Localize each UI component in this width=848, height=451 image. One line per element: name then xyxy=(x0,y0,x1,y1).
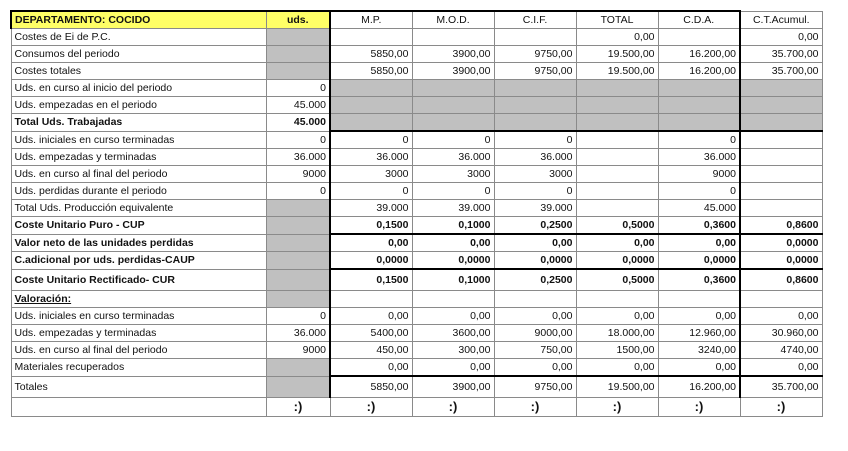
cell-uds[interactable] xyxy=(266,200,330,217)
cell-uds[interactable]: 36.000 xyxy=(266,325,330,342)
cell-cta[interactable] xyxy=(740,200,822,217)
cell-cif[interactable]: 0,2500 xyxy=(494,269,576,291)
row-label-cell[interactable]: Costes totales xyxy=(11,63,266,80)
cell-cta[interactable] xyxy=(740,291,822,308)
cell-mod[interactable]: 0,1000 xyxy=(412,269,494,291)
cell-cta[interactable] xyxy=(740,183,822,200)
cell-cta[interactable]: 0,00 xyxy=(740,29,822,46)
row-label-cell[interactable]: Uds. iniciales en curso terminadas xyxy=(11,131,266,149)
cell-mod[interactable]: 0,00 xyxy=(412,308,494,325)
cell-uds[interactable]: 45.000 xyxy=(266,97,330,114)
cell-cif[interactable] xyxy=(494,29,576,46)
cell-cta[interactable]: 0,0000 xyxy=(740,234,822,252)
column-header-mod[interactable]: M.O.D. xyxy=(412,11,494,29)
cell-uds[interactable]: 0 xyxy=(266,308,330,325)
row-label-cell[interactable]: Uds. iniciales en curso terminadas xyxy=(11,308,266,325)
column-header-cda[interactable]: C.D.A. xyxy=(658,11,740,29)
cell-cda[interactable]: 0,3600 xyxy=(658,217,740,235)
cell-cif[interactable]: 0,00 xyxy=(494,308,576,325)
table-row xyxy=(11,149,822,166)
cell-total[interactable]: 0,5000 xyxy=(576,217,658,235)
table-row xyxy=(11,234,822,252)
cell-mod[interactable]: 0 xyxy=(412,183,494,200)
cell-cda[interactable]: 3240,00 xyxy=(658,342,740,359)
footer-empty-cell[interactable] xyxy=(11,398,266,417)
cell-cda[interactable]: 0,00 xyxy=(658,359,740,377)
cell-cda[interactable]: 0 xyxy=(658,131,740,149)
table-row xyxy=(11,131,822,149)
cell-cta[interactable]: 35.700,00 xyxy=(740,63,822,80)
cell-mod[interactable]: 39.000 xyxy=(412,200,494,217)
cell-total[interactable] xyxy=(576,166,658,183)
cell-cif[interactable]: 0,2500 xyxy=(494,217,576,235)
cell-total[interactable] xyxy=(576,97,658,114)
cell-cda[interactable] xyxy=(658,114,740,132)
header-row xyxy=(11,11,822,29)
column-header-cta[interactable]: C.T.Acumul. xyxy=(740,11,822,29)
cell-cif[interactable]: 0 xyxy=(494,183,576,200)
cell-mp[interactable]: 0,00 xyxy=(330,359,412,377)
cell-mp[interactable]: 0 xyxy=(330,131,412,149)
cell-total[interactable] xyxy=(576,291,658,308)
cell-uds[interactable] xyxy=(266,269,330,291)
row-label-cell[interactable]: Coste Unitario Puro - CUP xyxy=(11,217,266,235)
cell-total[interactable]: 19.500,00 xyxy=(576,46,658,63)
cell-cta[interactable] xyxy=(740,80,822,97)
cell-cif[interactable] xyxy=(494,97,576,114)
cell-cif[interactable]: 3000 xyxy=(494,166,576,183)
table-row xyxy=(11,342,822,359)
cell-cta[interactable] xyxy=(740,149,822,166)
cell-mp[interactable]: 0,00 xyxy=(330,308,412,325)
cell-total[interactable] xyxy=(576,80,658,97)
cell-cif[interactable]: 36.000 xyxy=(494,149,576,166)
cell-mp[interactable] xyxy=(330,97,412,114)
cell-mod[interactable]: 0,0000 xyxy=(412,252,494,270)
smiley-cell-mod[interactable]: :) xyxy=(412,398,494,417)
cell-mod[interactable]: 0,00 xyxy=(412,359,494,377)
cell-mod[interactable]: 3900,00 xyxy=(412,376,494,398)
cell-total[interactable] xyxy=(576,131,658,149)
table-row xyxy=(11,252,822,270)
cell-cta[interactable]: 4740,00 xyxy=(740,342,822,359)
smiley-cell-total[interactable]: :) xyxy=(576,398,658,417)
cell-cif[interactable] xyxy=(494,114,576,132)
cell-total[interactable]: 18.000,00 xyxy=(576,325,658,342)
smiley-cell-cif[interactable]: :) xyxy=(494,398,576,417)
cell-mod[interactable]: 36.000 xyxy=(412,149,494,166)
row-label-cell[interactable]: Uds. perdidas durante el periodo xyxy=(11,183,266,200)
cell-cif[interactable]: 9750,00 xyxy=(494,46,576,63)
cell-mp[interactable] xyxy=(330,80,412,97)
cell-cif[interactable]: 9750,00 xyxy=(494,376,576,398)
cell-cif[interactable] xyxy=(494,291,576,308)
valoracion-heading: Valoración: xyxy=(14,293,72,305)
cell-total[interactable]: 0,00 xyxy=(576,29,658,46)
cell-cda[interactable]: 36.000 xyxy=(658,149,740,166)
smiley-cell-uds[interactable]: :) xyxy=(266,398,330,417)
cell-total[interactable] xyxy=(576,114,658,132)
cell-cda[interactable]: 0,00 xyxy=(658,308,740,325)
cost-sheet-table xyxy=(10,10,823,417)
cell-mp[interactable]: 5850,00 xyxy=(330,376,412,398)
row-label-cell[interactable]: Costes de Ei de P.C. xyxy=(11,29,266,46)
row-label-cell[interactable]: Uds. empezadas y terminadas xyxy=(11,325,266,342)
cell-cta[interactable]: 0,0000 xyxy=(740,252,822,270)
column-header-mp[interactable]: M.P. xyxy=(330,11,412,29)
cell-cda[interactable]: 12.960,00 xyxy=(658,325,740,342)
cell-cta[interactable] xyxy=(740,131,822,149)
cell-mod[interactable] xyxy=(412,291,494,308)
cell-mod[interactable]: 0 xyxy=(412,131,494,149)
row-label-cell[interactable]: Uds. empezadas en el periodo xyxy=(11,97,266,114)
smiley-cell-cda[interactable]: :) xyxy=(658,398,740,417)
table-row xyxy=(11,217,822,235)
cell-cta[interactable]: 35.700,00 xyxy=(740,46,822,63)
cell-total[interactable]: 19.500,00 xyxy=(576,376,658,398)
cell-cda[interactable] xyxy=(658,80,740,97)
cell-cda[interactable]: 16.200,00 xyxy=(658,46,740,63)
cell-cif[interactable] xyxy=(494,80,576,97)
cell-cda[interactable] xyxy=(658,97,740,114)
cell-mp[interactable] xyxy=(330,29,412,46)
cell-mp[interactable]: 0,1500 xyxy=(330,269,412,291)
cell-uds[interactable]: 0 xyxy=(266,183,330,200)
cell-mod[interactable]: 3900,00 xyxy=(412,46,494,63)
row-label-cell[interactable]: Coste Unitario Rectificado- CUR xyxy=(11,269,266,291)
cell-mp[interactable]: 3000 xyxy=(330,166,412,183)
department-title-cell[interactable]: DEPARTAMENTO: COCIDO xyxy=(11,11,266,29)
row-label-cell[interactable] xyxy=(11,291,266,308)
cell-cta[interactable] xyxy=(740,166,822,183)
table-row xyxy=(11,183,822,200)
cell-mp[interactable]: 5850,00 xyxy=(330,46,412,63)
table-row xyxy=(11,376,822,398)
cell-uds[interactable]: 9000 xyxy=(266,166,330,183)
cell-mod[interactable]: 3000 xyxy=(412,166,494,183)
cell-uds[interactable] xyxy=(266,234,330,252)
cell-cta[interactable]: 30.960,00 xyxy=(740,325,822,342)
cell-total[interactable]: 19.500,00 xyxy=(576,63,658,80)
row-label-cell[interactable]: Uds. en curso al inicio del periodo xyxy=(11,80,266,97)
cell-cda[interactable]: 9000 xyxy=(658,166,740,183)
cell-cif[interactable]: 750,00 xyxy=(494,342,576,359)
cell-uds[interactable] xyxy=(266,63,330,80)
cell-total[interactable] xyxy=(576,183,658,200)
cell-mp[interactable]: 39.000 xyxy=(330,200,412,217)
cell-mp[interactable]: 5400,00 xyxy=(330,325,412,342)
cell-mod[interactable] xyxy=(412,80,494,97)
cell-cif[interactable]: 0,00 xyxy=(494,234,576,252)
cell-mod[interactable]: 0,00 xyxy=(412,234,494,252)
cell-mp[interactable] xyxy=(330,291,412,308)
cell-cta[interactable]: 0,00 xyxy=(740,308,822,325)
cell-cif[interactable]: 9750,00 xyxy=(494,63,576,80)
cell-total[interactable] xyxy=(576,149,658,166)
table-row xyxy=(11,325,822,342)
row-label-cell[interactable]: Uds. empezadas y terminadas xyxy=(11,149,266,166)
cell-mod[interactable] xyxy=(412,29,494,46)
row-label-cell[interactable]: Consumos del periodo xyxy=(11,46,266,63)
table-row xyxy=(11,291,822,308)
column-header-cif[interactable]: C.I.F. xyxy=(494,11,576,29)
cell-uds[interactable]: 45.000 xyxy=(266,114,330,132)
table-row xyxy=(11,269,822,291)
row-label-cell[interactable]: C.adicional por uds. perdidas-CAUP xyxy=(11,252,266,270)
cell-mod[interactable]: 3900,00 xyxy=(412,63,494,80)
cell-uds[interactable]: 36.000 xyxy=(266,149,330,166)
cell-total[interactable]: 0,00 xyxy=(576,308,658,325)
cell-mp[interactable]: 450,00 xyxy=(330,342,412,359)
cell-cda[interactable]: 16.200,00 xyxy=(658,376,740,398)
cell-cta[interactable]: 35.700,00 xyxy=(740,376,822,398)
row-label-cell[interactable]: Total Uds. Trabajadas xyxy=(11,114,266,132)
smiley-cell-cta[interactable]: :) xyxy=(740,398,822,417)
cell-mod[interactable]: 3600,00 xyxy=(412,325,494,342)
cell-cda[interactable]: 0,3600 xyxy=(658,269,740,291)
cell-uds[interactable] xyxy=(266,291,330,308)
cell-cif[interactable]: 9000,00 xyxy=(494,325,576,342)
cell-uds[interactable] xyxy=(266,46,330,63)
table-row xyxy=(11,308,822,325)
cell-mod[interactable] xyxy=(412,114,494,132)
cell-total[interactable]: 1500,00 xyxy=(576,342,658,359)
cell-cda[interactable] xyxy=(658,29,740,46)
row-label-cell[interactable]: Total Uds. Producción equivalente xyxy=(11,200,266,217)
cell-uds[interactable] xyxy=(266,376,330,398)
smiley-row xyxy=(11,398,822,417)
cell-total[interactable]: 0,00 xyxy=(576,234,658,252)
cell-cif[interactable]: 0 xyxy=(494,131,576,149)
row-label-cell[interactable]: Totales xyxy=(11,376,266,398)
table-row xyxy=(11,200,822,217)
cell-mp[interactable]: 0,0000 xyxy=(330,252,412,270)
cell-total[interactable]: 0,00 xyxy=(576,359,658,377)
cell-cif[interactable]: 0,0000 xyxy=(494,252,576,270)
table-row xyxy=(11,29,822,46)
cell-cda[interactable]: 0 xyxy=(658,183,740,200)
cell-cta[interactable]: 0,8600 xyxy=(740,269,822,291)
cell-mp[interactable]: 5850,00 xyxy=(330,63,412,80)
cell-cda[interactable]: 45.000 xyxy=(658,200,740,217)
cell-cda[interactable] xyxy=(658,291,740,308)
cell-uds[interactable] xyxy=(266,359,330,377)
cell-uds[interactable] xyxy=(266,217,330,235)
row-label-cell[interactable]: Valor neto de las unidades perdidas xyxy=(11,234,266,252)
cell-cif[interactable]: 0,00 xyxy=(494,359,576,377)
column-header-total[interactable]: TOTAL xyxy=(576,11,658,29)
cell-cif[interactable]: 39.000 xyxy=(494,200,576,217)
row-label-cell[interactable]: Uds. en curso al final del periodo xyxy=(11,166,266,183)
cell-total[interactable] xyxy=(576,200,658,217)
cell-mp[interactable]: 0 xyxy=(330,183,412,200)
table-row xyxy=(11,97,822,114)
table-row xyxy=(11,46,822,63)
cell-cda[interactable]: 16.200,00 xyxy=(658,63,740,80)
cell-mod[interactable]: 0,1000 xyxy=(412,217,494,235)
cell-uds[interactable] xyxy=(266,252,330,270)
cell-mod[interactable]: 300,00 xyxy=(412,342,494,359)
row-label-cell[interactable]: Uds. en curso al final del periodo xyxy=(11,342,266,359)
cell-total[interactable]: 0,0000 xyxy=(576,252,658,270)
cell-mod[interactable] xyxy=(412,97,494,114)
cell-uds[interactable]: 0 xyxy=(266,80,330,97)
cell-mp[interactable]: 0,1500 xyxy=(330,217,412,235)
cell-cta[interactable] xyxy=(740,97,822,114)
cell-uds[interactable]: 9000 xyxy=(266,342,330,359)
cell-total[interactable]: 0,5000 xyxy=(576,269,658,291)
cell-cta[interactable]: 0,00 xyxy=(740,359,822,377)
row-label-cell[interactable]: Materiales recuperados xyxy=(11,359,266,377)
table-row xyxy=(11,166,822,183)
cell-cta[interactable]: 0,8600 xyxy=(740,217,822,235)
cell-cda[interactable]: 0,00 xyxy=(658,234,740,252)
cell-mp[interactable]: 36.000 xyxy=(330,149,412,166)
cell-cta[interactable] xyxy=(740,114,822,132)
smiley-cell-mp[interactable]: :) xyxy=(330,398,412,417)
cell-uds[interactable]: 0 xyxy=(266,131,330,149)
cell-mp[interactable] xyxy=(330,114,412,132)
table-row xyxy=(11,114,822,132)
column-header-uds[interactable]: uds. xyxy=(266,11,330,29)
table-row xyxy=(11,80,822,97)
table-row xyxy=(11,63,822,80)
cell-cda[interactable]: 0,0000 xyxy=(658,252,740,270)
cell-uds[interactable] xyxy=(266,29,330,46)
table-row xyxy=(11,359,822,377)
cell-mp[interactable]: 0,00 xyxy=(330,234,412,252)
